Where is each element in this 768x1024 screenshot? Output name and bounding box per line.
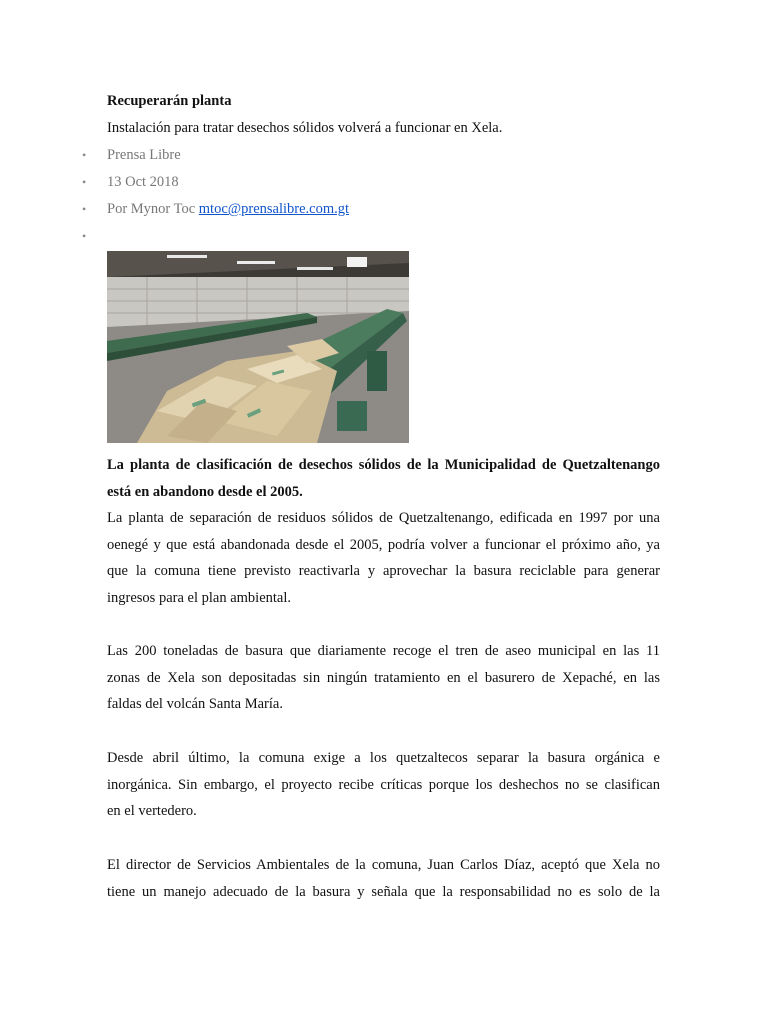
bullet-author: • — [82, 202, 87, 216]
paragraph-line: Desde abril último, la comuna exige a los quetzaltecos separar la basura orgánica e — [107, 750, 660, 766]
bullet-source: • — [82, 148, 87, 162]
paragraph-line: tiene un manejo adecuado de la basura y señala que la responsabilidad no es solo de la — [107, 883, 660, 900]
paragraph-4 — [107, 852, 660, 905]
lead-line: está en abandono desde el 2005. — [107, 483, 303, 500]
paragraph-line: oenegé y que está abandonada desde el 2005, podría volver a funcionar el próximo año, ya — [107, 536, 660, 553]
paragraph-line: ingresos para el plan ambiental. — [107, 590, 292, 607]
article-subtitle: Instalación para tratar desechos sólidos volverá a funcionar en Xela. — [107, 120, 503, 136]
recycling-plant-image — [107, 251, 409, 443]
article-photo — [107, 251, 409, 443]
paragraph-3 — [107, 745, 660, 825]
paragraph-line: El director de Servicios Ambientales de la comuna, Juan Carlos Díaz, aceptó que Xela no — [107, 857, 660, 873]
paragraph-line: zonas de Xela son depositadas sin ningún tratamiento en el basurero de Xepaché, en las — [107, 669, 660, 686]
paragraph-line: inorgánica. Sin embargo, el proyecto recibe críticas porque los deshechos no se clasifican — [107, 776, 660, 793]
paragraph-line: en el vertedero. — [107, 803, 197, 820]
paragraph-line: faldas del volcán Santa María. — [107, 696, 283, 713]
author-email-link[interactable]: mtoc@prensalibre.com.gt — [198, 201, 350, 217]
lead-line: La planta de clasificación de desechos sólidos de la Municipalidad de Quetzaltenango — [107, 457, 660, 473]
paragraph-line: que la comuna tiene previsto reactivarla y aprovechar la basura reciclable para generar — [107, 563, 660, 580]
paragraph-2 — [107, 638, 660, 718]
bullet-empty: • — [82, 229, 87, 243]
article-lead — [107, 452, 660, 505]
article-source: Prensa Libre — [107, 147, 181, 163]
paragraph-1 — [107, 505, 660, 612]
article-title: Recuperarán planta — [107, 93, 232, 109]
bullet-date: • — [82, 175, 87, 189]
paragraph-line: La planta de separación de residuos sólidos de Quetzaltenango, edificada en 1997 por una — [107, 510, 660, 526]
article-author — [107, 200, 349, 218]
paragraph-line: Las 200 toneladas de basura que diariamente recoge el tren de aseo municipal en las 11 — [107, 643, 660, 659]
author-name: Por Mynor Toc — [107, 201, 196, 217]
article-date: 13 Oct 2018 — [107, 174, 179, 190]
